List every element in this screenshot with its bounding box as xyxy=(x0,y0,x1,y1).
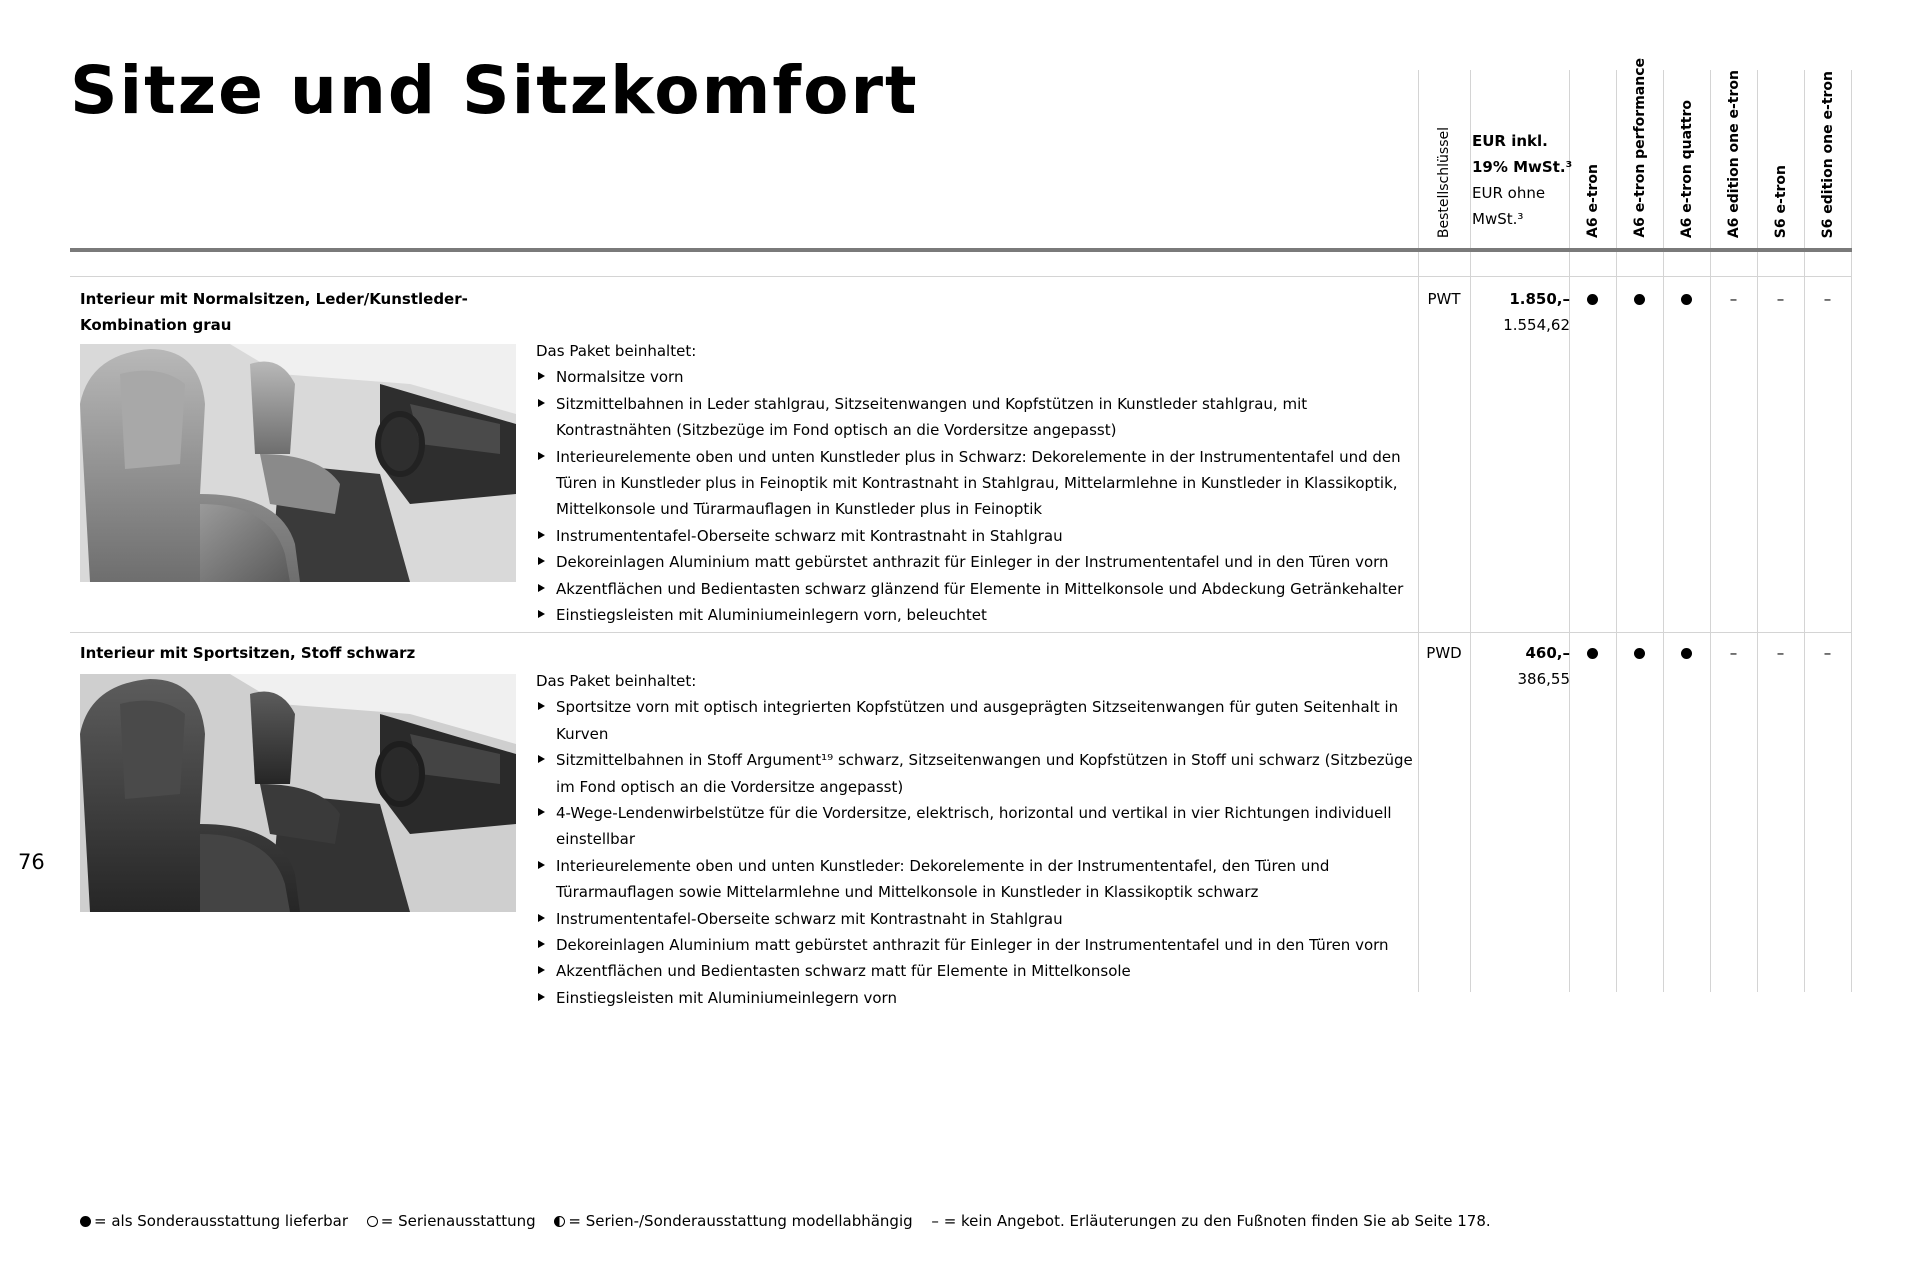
package-contents: Das Paket beinhaltet: Normalsitze vorn Sitzmittelbahnen in Leder stahlgrau, Sitzseitenwangen und Kopfstützen in Kunstleder stahlgrau, mit Kontrastnähten (Sitzbezüge im Fond optisch an die Vordersitze angepasst) Interieurelemente oben und unten Kunstleder plus in Schwarz: Dekorelemente in der Instrumententafel und den Türen in Kunstleder plus in Feinoptik mit Kontrastnaht in Stahlgrau, Mittelarmlehne in Kunstleder in Klassikoptik, Mittelkonsole und Türarmauflagen in Kunstleder plus in Feinoptik Instrumententafel-Oberseite schwarz mit Kontrastnaht in Stahlgrau Dekoreinlagen Aluminium matt gebürstet anthrazit für Einleger in der Instrumententafel und in den Türen vorn Akzentflächen und Bedientasten schwarz glänzend für Elemente in Mittelkonsole und Abdeckung Getränkehalter Einstiegsleisten mit Aluminiumeinlegern vorn, beleuchtet xyxy=(536,338,1414,628)
header-model: A6 e-tron xyxy=(1584,164,1601,238)
list-item: Sitzmittelbahnen in Stoff Argument¹⁹ schwarz, Sitzseitenwangen und Kopfstützen in Stoff uni schwarz (Sitzbezüge im Fond optisch an die Vordersitze angepasst) xyxy=(536,747,1414,800)
price: 460,– 386,55 xyxy=(1517,644,1570,688)
availability-mark xyxy=(1663,286,1710,312)
list-item: Akzentflächen und Bedientasten schwarz glänzend für Elemente in Mittelkonsole und Abdeckung Getränkehalter xyxy=(536,576,1414,602)
list-item: Sportsitze vorn mit optisch integrierten Kopfstützen und ausgeprägten Sitzseitenwangen für guten Seitenhalt in Kurven xyxy=(536,694,1414,747)
header-rule xyxy=(70,248,1852,252)
order-code: PWD xyxy=(1426,644,1462,662)
interior-photo-grey-seats xyxy=(80,344,516,582)
list-item: Interieurelemente oben und unten Kunstleder plus in Schwarz: Dekorelemente in der Instrumententafel und den Türen in Kunstleder plus in Feinoptik mit Kontrastnaht in Stahlgrau, Mittelarmlehne in Kunstleder in Klassikoptik, Mittelkonsole und Türarmauflagen in Kunstleder plus in Feinoptik xyxy=(536,444,1414,523)
filled-dot-icon xyxy=(1681,648,1692,659)
list-item: Normalsitze vorn xyxy=(536,364,1414,390)
interior-photo-black-sport-seats xyxy=(80,674,516,912)
list-item: Dekoreinlagen Aluminium matt gebürstet anthrazit für Einleger in der Instrumententafel und in den Türen vorn xyxy=(536,549,1414,575)
list-item: Akzentflächen und Bedientasten schwarz matt für Elemente in Mittelkonsole xyxy=(536,958,1414,984)
filled-dot-icon xyxy=(1587,294,1598,305)
list-item: Einstiegsleisten mit Aluminiumeinlegern vorn xyxy=(536,985,1414,1011)
filled-circle-icon xyxy=(80,1216,91,1227)
availability-mark: – xyxy=(1729,290,1738,308)
availability-mark xyxy=(1663,640,1710,666)
half-circle-icon xyxy=(554,1216,565,1227)
availability-mark xyxy=(1616,286,1663,312)
availability-mark: – xyxy=(1776,644,1785,662)
list-item: Dekoreinlagen Aluminium matt gebürstet anthrazit für Einleger in der Instrumententafel und in den Türen vorn xyxy=(536,932,1414,958)
list-item: Instrumententafel-Oberseite schwarz mit Kontrastnaht in Stahlgrau xyxy=(536,906,1414,932)
header-order-code: Bestellschlüssel xyxy=(1436,126,1452,238)
list-item: Instrumententafel-Oberseite schwarz mit Kontrastnaht in Stahlgrau xyxy=(536,523,1414,549)
availability-mark: – xyxy=(1776,290,1785,308)
open-circle-icon xyxy=(367,1216,378,1227)
header-model: A6 e-tron quattro xyxy=(1678,99,1695,238)
availability-mark xyxy=(1616,640,1663,666)
table-top-rule xyxy=(70,276,1852,277)
row-title: Interieur mit Sportsitzen, Stoff schwarz xyxy=(80,644,416,662)
list-item: Einstiegsleisten mit Aluminiumeinlegern vorn, beleuchtet xyxy=(536,602,1414,628)
header-model: A6 e-tron performance xyxy=(1631,58,1648,238)
price: 1.850,– 1.554,62 xyxy=(1503,290,1570,334)
list-item: Sitzmittelbahnen in Leder stahlgrau, Sitzseitenwangen und Kopfstützen in Kunstleder stahlgrau, mit Kontrastnähten (Sitzbezüge im Fond optisch an die Vordersitze angepasst) xyxy=(536,391,1414,444)
header-price: EUR inkl. 19% MwSt.³ EUR ohne MwSt.³ xyxy=(1472,132,1573,228)
legend: = als Sonderausstattung lieferbar = Serienausstattung = Serien-/Sonderausstattung modellabhängig – = kein Angebot. Erläuterungen zu den Fußnoten finden Sie ab Seite 178. xyxy=(80,1212,1491,1230)
availability-mark: – xyxy=(1729,644,1738,662)
filled-dot-icon xyxy=(1681,294,1692,305)
page-title: Sitze und Sitzkomfort xyxy=(70,52,919,129)
row-title: Interieur mit Normalsitzen, Leder/Kunstleder-Kombination grau xyxy=(80,290,468,334)
filled-dot-icon xyxy=(1634,648,1645,659)
order-code: PWT xyxy=(1427,290,1461,308)
availability-mark xyxy=(1569,286,1616,312)
column-divider xyxy=(1470,70,1471,992)
header-model: A6 edition one e-tron xyxy=(1725,69,1742,238)
header-model: S6 edition one e-tron xyxy=(1819,70,1836,238)
availability-mark: – xyxy=(1823,644,1832,662)
list-item: 4-Wege-Lendenwirbelstütze für die Vordersitze, elektrisch, horizontal und vertikal in vier Richtungen individuell einstellbar xyxy=(536,800,1414,853)
filled-dot-icon xyxy=(1634,294,1645,305)
list-item: Interieurelemente oben und unten Kunstleder: Dekorelemente in der Instrumententafel, den Türen und Türarmauflagen sowie Mittelarmlehne und Mittelkonsole in Kunstleder in Klassikoptik schwarz xyxy=(536,853,1414,906)
column-divider xyxy=(1851,70,1852,992)
page-number: 76 xyxy=(18,850,45,874)
header-model: S6 e-tron xyxy=(1772,164,1789,238)
package-contents: Das Paket beinhaltet: Sportsitze vorn mit optisch integrierten Kopfstützen und ausgeprägten Sitzseitenwangen für guten Seitenhalt in Kurven Sitzmittelbahnen in Stoff Argument¹⁹ schwarz, Sitzseitenwangen und Kopfstützen in Stoff uni schwarz (Sitzbezüge im Fond optisch an die Vordersitze angepasst) 4-Wege-Lendenwirbelstütze für die Vordersitze, elektrisch, horizontal und vertikal in vier Richtungen individuell einstellbar Interieurelemente oben und unten Kunstleder: Dekorelemente in der Instrumententafel, den Türen und Türarmauflagen sowie Mittelarmlehne und Mittelkonsole in Kunstleder in Klassikoptik schwarz Instrumententafel-Oberseite schwarz mit Kontrastnaht in Stahlgrau Dekoreinlagen Aluminium matt gebürstet anthrazit für Einleger in der Instrumententafel und in den Türen vorn Akzentflächen und Bedientasten schwarz matt für Elemente in Mittelkonsole Einstiegsleisten mit Aluminiumeinlegern vorn xyxy=(536,668,1414,1011)
filled-dot-icon xyxy=(1587,648,1598,659)
availability-mark xyxy=(1569,640,1616,666)
availability-mark: – xyxy=(1823,290,1832,308)
row-divider xyxy=(70,632,1852,633)
